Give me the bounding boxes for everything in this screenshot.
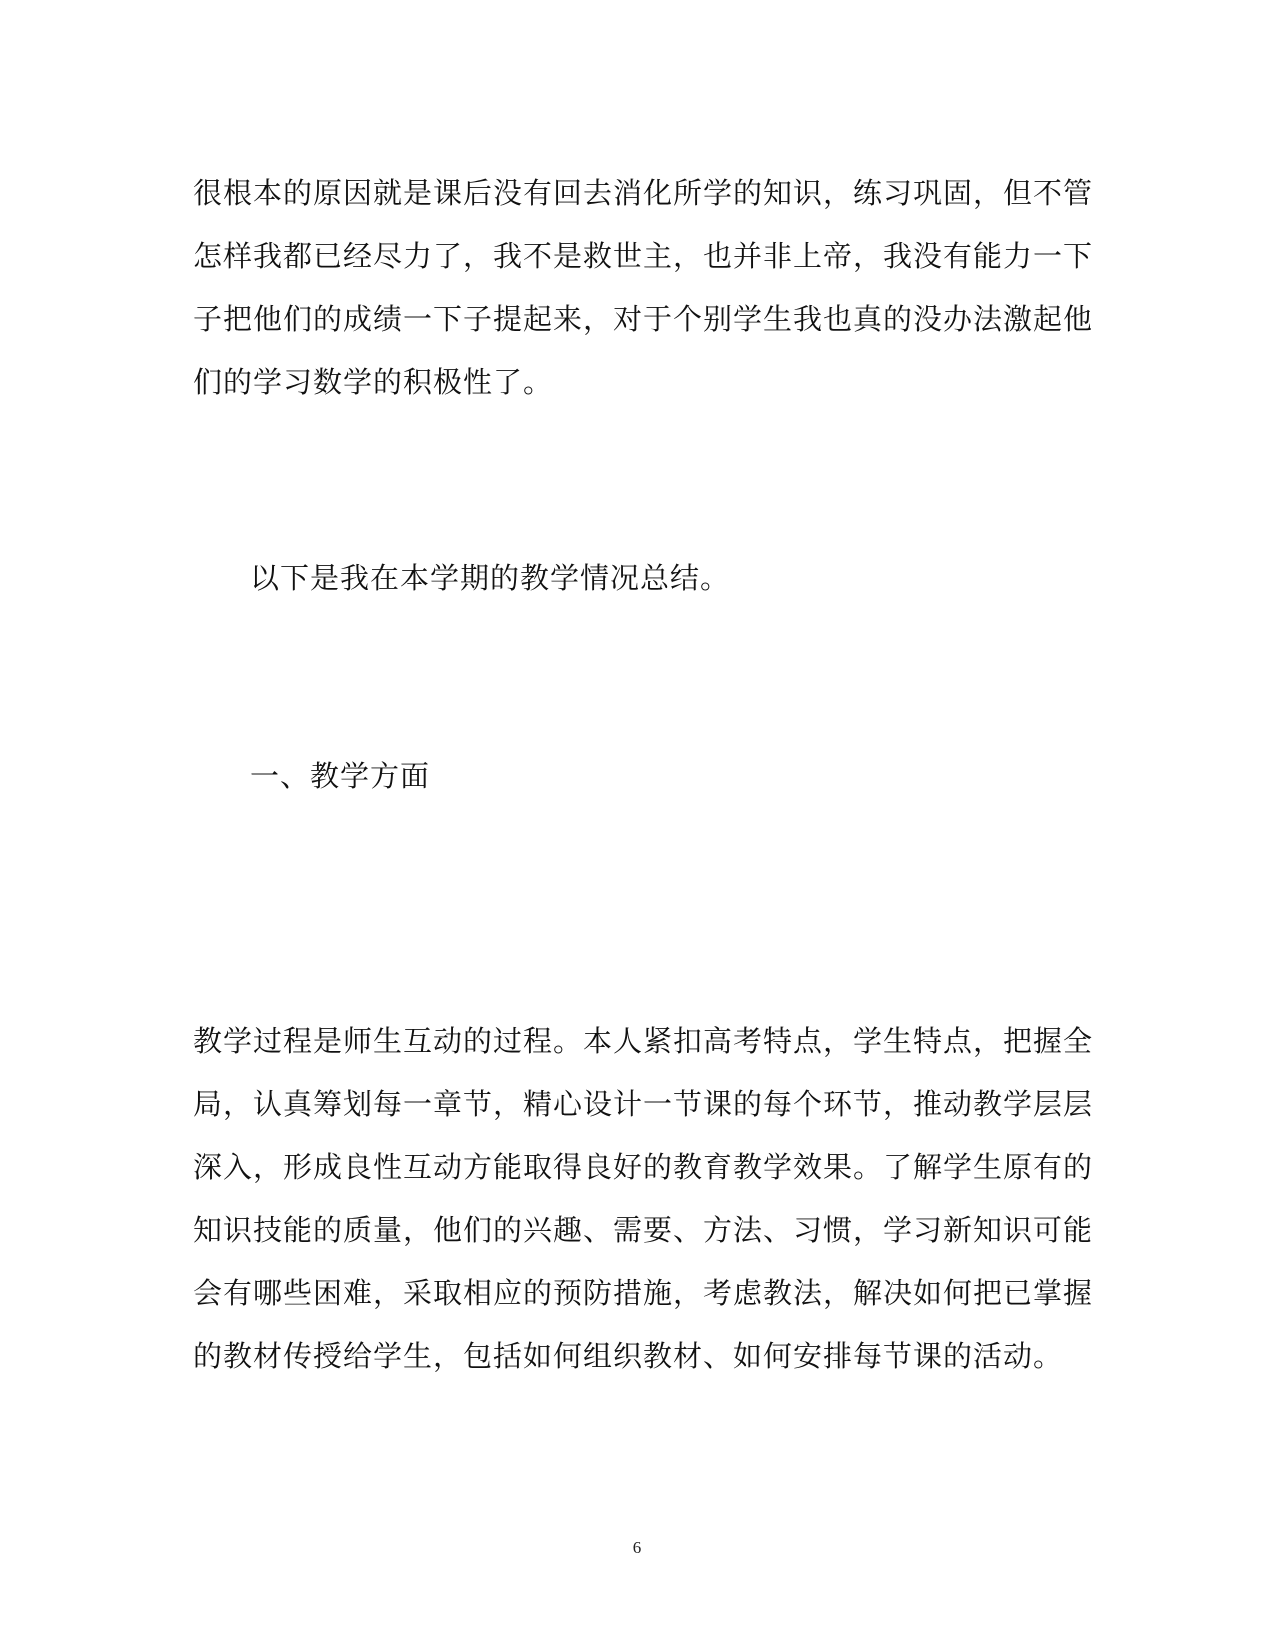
text-line: 局，认真筹划每一章节，精心设计一节课的每个环节，推动教学层层 [193,1087,1094,1121]
text-line: 怎样我都已经尽力了，我不是救世主，也并非上帝，我没有能力一下 [193,239,1094,273]
section-heading [250,745,1130,808]
text-line: 很根本的原因就是课后没有回去消化所学的知识，练习巩固，但不管 [193,176,1094,210]
heading-text: 一、教学方面 [250,759,431,793]
paragraph-summary-intro [250,547,1130,610]
text-line: 会有哪些困难，采取相应的预防措施，考虑教法，解决如何把已掌握 [193,1276,1094,1310]
paragraph-teaching [193,1010,1094,1388]
text-line: 以下是我在本学期的教学情况总结。 [250,561,731,595]
page-number: 6 [632,1538,642,1557]
text-line: 知识技能的质量，他们的兴趣、需要、方法、习惯，学习新知识可能 [193,1213,1094,1247]
text-line: 们的学习数学的积极性了。 [193,365,554,399]
text-line: 深入，形成良性互动方能取得良好的教育教学效果。了解学生原有的 [193,1150,1094,1184]
text-line: 教学过程是师生互动的过程。本人紧扣高考特点，学生特点，把握全 [193,1024,1094,1058]
text-line: 子把他们的成绩一下子提起来，对于个别学生我也真的没办法激起他 [193,302,1094,336]
text-line: 的教材传授给学生，包括如何组织教材、如何安排每节课的活动。 [193,1339,1064,1373]
paragraph-continuation [193,162,1094,414]
